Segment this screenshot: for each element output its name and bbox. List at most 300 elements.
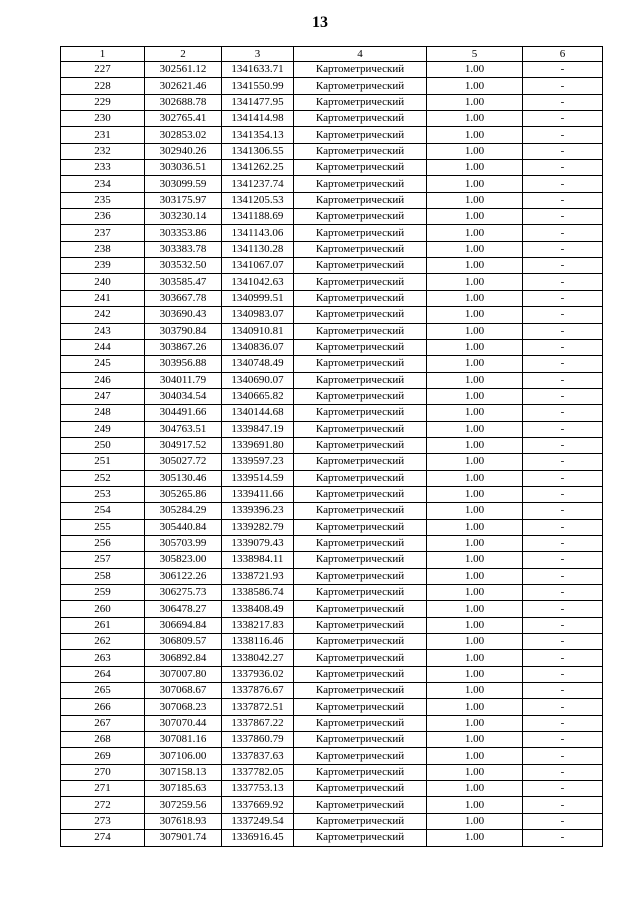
table-cell: 302561.12 bbox=[145, 62, 222, 78]
table-cell: 1337782.05 bbox=[222, 764, 294, 780]
table-cell: - bbox=[523, 62, 603, 78]
table-cell: Картометрический bbox=[294, 732, 427, 748]
table-cell: 305823.00 bbox=[145, 552, 222, 568]
table-cell: 307618.93 bbox=[145, 813, 222, 829]
table-cell: - bbox=[523, 764, 603, 780]
table-cell: 1.00 bbox=[427, 274, 523, 290]
table-cell: 304917.52 bbox=[145, 437, 222, 453]
table-cell: 1.00 bbox=[427, 683, 523, 699]
table-row bbox=[61, 111, 603, 127]
table-cell: 251 bbox=[61, 454, 145, 470]
table-cell: 1338408.49 bbox=[222, 601, 294, 617]
table-row bbox=[61, 94, 603, 110]
table-cell: Картометрический bbox=[294, 683, 427, 699]
table-cell: 1.00 bbox=[427, 617, 523, 633]
table-cell: 303175.97 bbox=[145, 192, 222, 208]
table-cell: 1341067.07 bbox=[222, 258, 294, 274]
table-cell: 1339282.79 bbox=[222, 519, 294, 535]
table-cell: - bbox=[523, 78, 603, 94]
table-cell: - bbox=[523, 470, 603, 486]
table-row bbox=[61, 225, 603, 241]
table-cell: 237 bbox=[61, 225, 145, 241]
table-cell: 303353.86 bbox=[145, 225, 222, 241]
table-cell: 305703.99 bbox=[145, 535, 222, 551]
table-row bbox=[61, 650, 603, 666]
table-cell: 1.00 bbox=[427, 764, 523, 780]
table-cell: 241 bbox=[61, 290, 145, 306]
table-cell: 305130.46 bbox=[145, 470, 222, 486]
table-row bbox=[61, 813, 603, 829]
table-cell: 1341414.98 bbox=[222, 111, 294, 127]
table-cell: 267 bbox=[61, 715, 145, 731]
table-cell: 1341143.06 bbox=[222, 225, 294, 241]
table-cell: - bbox=[523, 127, 603, 143]
table-cell: - bbox=[523, 323, 603, 339]
table-cell: 256 bbox=[61, 535, 145, 551]
coordinates-table bbox=[60, 46, 603, 847]
table-row bbox=[61, 323, 603, 339]
table-row bbox=[61, 748, 603, 764]
column-header: 6 bbox=[523, 47, 603, 62]
table-cell: 304491.66 bbox=[145, 405, 222, 421]
table-cell: 1340983.07 bbox=[222, 307, 294, 323]
table-cell: 1339079.43 bbox=[222, 535, 294, 551]
table-cell: 1.00 bbox=[427, 585, 523, 601]
table-row bbox=[61, 290, 603, 306]
table-cell: 260 bbox=[61, 601, 145, 617]
table-cell: - bbox=[523, 143, 603, 159]
table-row bbox=[61, 339, 603, 355]
table-cell: 1339514.59 bbox=[222, 470, 294, 486]
table-cell: 307158.13 bbox=[145, 764, 222, 780]
table-cell: - bbox=[523, 486, 603, 502]
table-cell: - bbox=[523, 339, 603, 355]
table-row bbox=[61, 209, 603, 225]
table-cell: 306809.57 bbox=[145, 634, 222, 650]
table-cell: 1.00 bbox=[427, 486, 523, 502]
table-cell: 1341550.99 bbox=[222, 78, 294, 94]
column-header: 2 bbox=[145, 47, 222, 62]
table-cell: Картометрический bbox=[294, 535, 427, 551]
table-cell: 247 bbox=[61, 388, 145, 404]
table-cell: 303099.59 bbox=[145, 176, 222, 192]
table-cell: - bbox=[523, 290, 603, 306]
table-cell: Картометрический bbox=[294, 127, 427, 143]
table-cell: 307068.67 bbox=[145, 683, 222, 699]
table-cell: - bbox=[523, 634, 603, 650]
table-cell: 305265.86 bbox=[145, 486, 222, 502]
table-cell: 1338721.93 bbox=[222, 568, 294, 584]
table-cell: 1339847.19 bbox=[222, 421, 294, 437]
table-row bbox=[61, 781, 603, 797]
table-cell: 1.00 bbox=[427, 601, 523, 617]
table-cell: Картометрический bbox=[294, 94, 427, 110]
table-cell: Картометрический bbox=[294, 143, 427, 159]
table-row bbox=[61, 552, 603, 568]
table-cell: - bbox=[523, 209, 603, 225]
table-cell: - bbox=[523, 699, 603, 715]
table-cell: - bbox=[523, 519, 603, 535]
table-cell: Картометрический bbox=[294, 176, 427, 192]
table-row bbox=[61, 241, 603, 257]
table-cell: - bbox=[523, 192, 603, 208]
table-cell: 1.00 bbox=[427, 225, 523, 241]
table-header-row bbox=[61, 47, 603, 62]
table-cell: Картометрический bbox=[294, 258, 427, 274]
table-cell: Картометрический bbox=[294, 160, 427, 176]
table-row bbox=[61, 683, 603, 699]
table-cell: 303230.14 bbox=[145, 209, 222, 225]
table-cell: 1337249.54 bbox=[222, 813, 294, 829]
table-cell: 1340665.82 bbox=[222, 388, 294, 404]
table-cell: 1340910.81 bbox=[222, 323, 294, 339]
table-row bbox=[61, 192, 603, 208]
table-cell: 259 bbox=[61, 585, 145, 601]
table-cell: - bbox=[523, 552, 603, 568]
table-row bbox=[61, 830, 603, 846]
table-cell: - bbox=[523, 176, 603, 192]
table-cell: 1341237.74 bbox=[222, 176, 294, 192]
table-cell: 1.00 bbox=[427, 650, 523, 666]
table-cell: 1.00 bbox=[427, 797, 523, 813]
table-cell: Картометрический bbox=[294, 454, 427, 470]
table-cell: Картометрический bbox=[294, 356, 427, 372]
table-cell: 252 bbox=[61, 470, 145, 486]
table-cell: - bbox=[523, 388, 603, 404]
table-cell: 232 bbox=[61, 143, 145, 159]
table-row bbox=[61, 666, 603, 682]
table-cell: 1340836.07 bbox=[222, 339, 294, 355]
table-cell: 268 bbox=[61, 732, 145, 748]
table-row bbox=[61, 535, 603, 551]
table-row bbox=[61, 601, 603, 617]
table-cell: 1.00 bbox=[427, 732, 523, 748]
table-cell: 238 bbox=[61, 241, 145, 257]
table-cell: Картометрический bbox=[294, 290, 427, 306]
table-cell: 257 bbox=[61, 552, 145, 568]
table-cell: 1.00 bbox=[427, 307, 523, 323]
table-cell: - bbox=[523, 748, 603, 764]
page-number: 13 bbox=[312, 14, 328, 31]
table-cell: 1341477.95 bbox=[222, 94, 294, 110]
table-cell: 1.00 bbox=[427, 323, 523, 339]
table-cell: 235 bbox=[61, 192, 145, 208]
table-cell: 1341262.25 bbox=[222, 160, 294, 176]
table-cell: 271 bbox=[61, 781, 145, 797]
table-cell: 273 bbox=[61, 813, 145, 829]
table-cell: 1339691.80 bbox=[222, 437, 294, 453]
table-cell: Картометрический bbox=[294, 388, 427, 404]
table-cell: - bbox=[523, 732, 603, 748]
table-cell: 1.00 bbox=[427, 339, 523, 355]
table-cell: 1.00 bbox=[427, 519, 523, 535]
table-cell: - bbox=[523, 241, 603, 257]
table-cell: - bbox=[523, 568, 603, 584]
table-cell: 1338116.46 bbox=[222, 634, 294, 650]
table-cell: 265 bbox=[61, 683, 145, 699]
table-cell: 255 bbox=[61, 519, 145, 535]
table-cell: - bbox=[523, 535, 603, 551]
table-cell: 1.00 bbox=[427, 748, 523, 764]
table-cell: 1339396.23 bbox=[222, 503, 294, 519]
table-cell: 307081.16 bbox=[145, 732, 222, 748]
table-cell: - bbox=[523, 601, 603, 617]
table-cell: Картометрический bbox=[294, 699, 427, 715]
table-cell: 1.00 bbox=[427, 421, 523, 437]
table-cell: 1.00 bbox=[427, 699, 523, 715]
table-cell: 1338042.27 bbox=[222, 650, 294, 666]
table-cell: 1339411.66 bbox=[222, 486, 294, 502]
table-cell: 1.00 bbox=[427, 372, 523, 388]
table-row bbox=[61, 568, 603, 584]
table-cell: 1.00 bbox=[427, 388, 523, 404]
table-cell: 305440.84 bbox=[145, 519, 222, 535]
table-cell: - bbox=[523, 437, 603, 453]
table-cell: - bbox=[523, 160, 603, 176]
table-cell: Картометрический bbox=[294, 601, 427, 617]
table-cell: - bbox=[523, 405, 603, 421]
table-cell: Картометрический bbox=[294, 748, 427, 764]
table-row bbox=[61, 503, 603, 519]
table-cell: 1.00 bbox=[427, 192, 523, 208]
table-row bbox=[61, 797, 603, 813]
table-cell: 302621.46 bbox=[145, 78, 222, 94]
table-cell: 307007.80 bbox=[145, 666, 222, 682]
table-row bbox=[61, 62, 603, 78]
table-row bbox=[61, 732, 603, 748]
table-cell: 1337669.92 bbox=[222, 797, 294, 813]
table-cell: 302940.26 bbox=[145, 143, 222, 159]
table-row bbox=[61, 258, 603, 274]
column-header: 3 bbox=[222, 47, 294, 62]
table-cell: Картометрический bbox=[294, 634, 427, 650]
table-cell: 307259.56 bbox=[145, 797, 222, 813]
table-cell: Картометрический bbox=[294, 421, 427, 437]
table-cell: 1.00 bbox=[427, 94, 523, 110]
column-header: 1 bbox=[61, 47, 145, 62]
table-cell: 233 bbox=[61, 160, 145, 176]
table-cell: - bbox=[523, 421, 603, 437]
table-cell: 1337867.22 bbox=[222, 715, 294, 731]
table-cell: - bbox=[523, 372, 603, 388]
table-cell: 253 bbox=[61, 486, 145, 502]
table-cell: 1337872.51 bbox=[222, 699, 294, 715]
table-cell: 263 bbox=[61, 650, 145, 666]
table-cell: - bbox=[523, 797, 603, 813]
table-cell: - bbox=[523, 666, 603, 682]
table-cell: 243 bbox=[61, 323, 145, 339]
table-cell: 229 bbox=[61, 94, 145, 110]
table-cell: 304011.79 bbox=[145, 372, 222, 388]
table-cell: Картометрический bbox=[294, 405, 427, 421]
table-cell: 1.00 bbox=[427, 470, 523, 486]
table-row bbox=[61, 372, 603, 388]
table-cell: - bbox=[523, 585, 603, 601]
table-cell: 1338217.83 bbox=[222, 617, 294, 633]
table-row bbox=[61, 764, 603, 780]
table-cell: 1.00 bbox=[427, 356, 523, 372]
table-cell: 1340144.68 bbox=[222, 405, 294, 421]
table-cell: 303867.26 bbox=[145, 339, 222, 355]
table-cell: - bbox=[523, 225, 603, 241]
table-cell: - bbox=[523, 307, 603, 323]
table-cell: - bbox=[523, 94, 603, 110]
table-cell: Картометрический bbox=[294, 650, 427, 666]
table-cell: 1.00 bbox=[427, 830, 523, 846]
table-row bbox=[61, 617, 603, 633]
table-cell: - bbox=[523, 715, 603, 731]
table-cell: 1341354.13 bbox=[222, 127, 294, 143]
table-cell: 306122.26 bbox=[145, 568, 222, 584]
table-row bbox=[61, 437, 603, 453]
table-row bbox=[61, 388, 603, 404]
table-row bbox=[61, 143, 603, 159]
table-row bbox=[61, 356, 603, 372]
table-cell: Картометрический bbox=[294, 781, 427, 797]
table-cell: 303036.51 bbox=[145, 160, 222, 176]
table-cell: 1337936.02 bbox=[222, 666, 294, 682]
table-cell: 1.00 bbox=[427, 78, 523, 94]
column-header: 4 bbox=[294, 47, 427, 62]
table-cell: - bbox=[523, 258, 603, 274]
table-cell: 1.00 bbox=[427, 454, 523, 470]
table-cell: 1.00 bbox=[427, 781, 523, 797]
table-cell: 1340999.51 bbox=[222, 290, 294, 306]
table-cell: 1340690.07 bbox=[222, 372, 294, 388]
table-row bbox=[61, 176, 603, 192]
table-cell: 303532.50 bbox=[145, 258, 222, 274]
table-cell: 230 bbox=[61, 111, 145, 127]
table-cell: 244 bbox=[61, 339, 145, 355]
table-cell: - bbox=[523, 503, 603, 519]
table-cell: 1.00 bbox=[427, 258, 523, 274]
table-cell: 239 bbox=[61, 258, 145, 274]
table-cell: Картометрический bbox=[294, 830, 427, 846]
table-cell: - bbox=[523, 830, 603, 846]
table-cell: Картометрический bbox=[294, 666, 427, 682]
table-cell: Картометрический bbox=[294, 797, 427, 813]
table-cell: - bbox=[523, 650, 603, 666]
table-body bbox=[61, 62, 603, 847]
table-cell: Картометрический bbox=[294, 192, 427, 208]
table-cell: 303690.43 bbox=[145, 307, 222, 323]
table-cell: 1.00 bbox=[427, 209, 523, 225]
table-cell: 306694.84 bbox=[145, 617, 222, 633]
table-cell: 274 bbox=[61, 830, 145, 846]
table-row bbox=[61, 405, 603, 421]
table-row bbox=[61, 78, 603, 94]
table-cell: - bbox=[523, 617, 603, 633]
table-cell: 305284.29 bbox=[145, 503, 222, 519]
table-cell: 240 bbox=[61, 274, 145, 290]
table-cell: 1.00 bbox=[427, 503, 523, 519]
table-cell: Картометрический bbox=[294, 486, 427, 502]
table-cell: Картометрический bbox=[294, 225, 427, 241]
table-cell: 307106.00 bbox=[145, 748, 222, 764]
table-cell: 307185.63 bbox=[145, 781, 222, 797]
table-row bbox=[61, 454, 603, 470]
table-cell: 304034.54 bbox=[145, 388, 222, 404]
table-cell: 1.00 bbox=[427, 535, 523, 551]
table-cell: 248 bbox=[61, 405, 145, 421]
table-cell: 1.00 bbox=[427, 405, 523, 421]
table-cell: 250 bbox=[61, 437, 145, 453]
table-cell: Картометрический bbox=[294, 323, 427, 339]
table-cell: 1341306.55 bbox=[222, 143, 294, 159]
table-row bbox=[61, 715, 603, 731]
table-cell: - bbox=[523, 356, 603, 372]
table-cell: 305027.72 bbox=[145, 454, 222, 470]
table-cell: 266 bbox=[61, 699, 145, 715]
table-cell: 1.00 bbox=[427, 111, 523, 127]
table-cell: Картометрический bbox=[294, 715, 427, 731]
table-cell: 303383.78 bbox=[145, 241, 222, 257]
table-cell: Картометрический bbox=[294, 241, 427, 257]
table-cell: 306478.27 bbox=[145, 601, 222, 617]
table-cell: Картометрический bbox=[294, 437, 427, 453]
table-cell: - bbox=[523, 781, 603, 797]
table-cell: 303790.84 bbox=[145, 323, 222, 339]
table-cell: Картометрический bbox=[294, 764, 427, 780]
table-cell: 231 bbox=[61, 127, 145, 143]
table-cell: Картометрический bbox=[294, 568, 427, 584]
table-cell: - bbox=[523, 813, 603, 829]
table-cell: 302688.78 bbox=[145, 94, 222, 110]
table-cell: 1.00 bbox=[427, 127, 523, 143]
table-cell: 254 bbox=[61, 503, 145, 519]
table-cell: 242 bbox=[61, 307, 145, 323]
table-cell: Картометрический bbox=[294, 274, 427, 290]
table-cell: Картометрический bbox=[294, 209, 427, 225]
table-cell: 246 bbox=[61, 372, 145, 388]
table-cell: 303585.47 bbox=[145, 274, 222, 290]
table-cell: 1338984.11 bbox=[222, 552, 294, 568]
table-cell: 1.00 bbox=[427, 62, 523, 78]
table-cell: Картометрический bbox=[294, 470, 427, 486]
table-cell: 304763.51 bbox=[145, 421, 222, 437]
table-row bbox=[61, 486, 603, 502]
table-row bbox=[61, 421, 603, 437]
table-cell: 262 bbox=[61, 634, 145, 650]
table-cell: 1341130.28 bbox=[222, 241, 294, 257]
table-cell: 303956.88 bbox=[145, 356, 222, 372]
table-cell: 306275.73 bbox=[145, 585, 222, 601]
table-cell: 1339597.23 bbox=[222, 454, 294, 470]
table-cell: 1.00 bbox=[427, 552, 523, 568]
table-row bbox=[61, 274, 603, 290]
table-cell: 306892.84 bbox=[145, 650, 222, 666]
table-cell: Картометрический bbox=[294, 617, 427, 633]
table-cell: 236 bbox=[61, 209, 145, 225]
table-cell: 1.00 bbox=[427, 666, 523, 682]
table-cell: 302765.41 bbox=[145, 111, 222, 127]
table-cell: 1337753.13 bbox=[222, 781, 294, 797]
table-cell: Картометрический bbox=[294, 585, 427, 601]
table-row bbox=[61, 470, 603, 486]
table-cell: Картометрический bbox=[294, 111, 427, 127]
table-cell: 272 bbox=[61, 797, 145, 813]
table-cell: 1337837.63 bbox=[222, 748, 294, 764]
table-cell: Картометрический bbox=[294, 372, 427, 388]
table-row bbox=[61, 307, 603, 323]
table-cell: 1.00 bbox=[427, 143, 523, 159]
table-cell: 1341188.69 bbox=[222, 209, 294, 225]
table-cell: 303667.78 bbox=[145, 290, 222, 306]
table-cell: 1341042.63 bbox=[222, 274, 294, 290]
table-cell: 1.00 bbox=[427, 241, 523, 257]
table-cell: 264 bbox=[61, 666, 145, 682]
table-cell: 1.00 bbox=[427, 290, 523, 306]
